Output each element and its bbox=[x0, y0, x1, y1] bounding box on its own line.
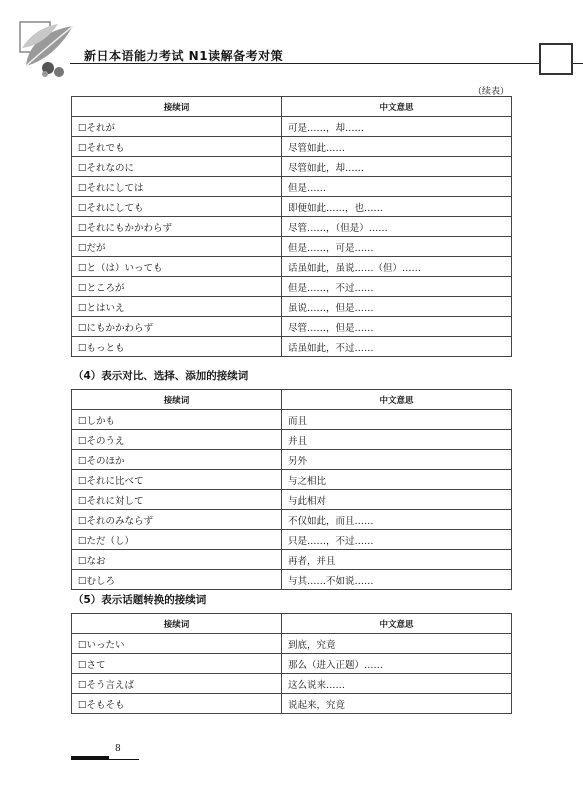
meaning-cell: 另外 bbox=[282, 450, 512, 470]
footer-line bbox=[109, 759, 139, 760]
word-cell: ☐そのうえ bbox=[72, 430, 282, 450]
meaning-cell: 那么（进入正题）…… bbox=[282, 654, 512, 674]
table-row bbox=[72, 550, 512, 570]
table-row bbox=[72, 530, 512, 550]
word-cell: ☐むしろ bbox=[72, 570, 282, 590]
conjunction-table-1 bbox=[71, 96, 512, 357]
header-rule bbox=[70, 63, 583, 64]
table-row bbox=[72, 674, 512, 694]
word-cell: ☐とはいえ bbox=[72, 297, 282, 317]
word-cell: ☐それにしても bbox=[72, 197, 282, 217]
table-row bbox=[72, 197, 512, 217]
meaning-cell: 到底，究竟 bbox=[282, 634, 512, 654]
meaning-cell: 这么说来…… bbox=[282, 674, 512, 694]
meaning-cell: 说起来，究竟 bbox=[282, 694, 512, 714]
table-row bbox=[72, 277, 512, 297]
word-cell: ☐それが bbox=[72, 117, 282, 137]
table-header-word: 接续词 bbox=[72, 97, 282, 117]
meaning-cell: 与此相对 bbox=[282, 490, 512, 510]
table-row bbox=[72, 634, 512, 654]
word-cell: ☐ただ（し） bbox=[72, 530, 282, 550]
word-cell: ☐しかも bbox=[72, 410, 282, 430]
word-cell: ☐そう言えば bbox=[72, 674, 282, 694]
page-number: 8 bbox=[115, 744, 121, 754]
table-row bbox=[72, 450, 512, 470]
meaning-cell: 尽管如此…… bbox=[282, 137, 512, 157]
meaning-cell: 尽管……，但是…… bbox=[282, 317, 512, 337]
table-row bbox=[72, 177, 512, 197]
meaning-cell: 尽管……，（但是）…… bbox=[282, 217, 512, 237]
table-header-meaning: 中文意思 bbox=[282, 390, 512, 410]
meaning-cell: 不仅如此，而且…… bbox=[282, 510, 512, 530]
word-cell: ☐なお bbox=[72, 550, 282, 570]
word-cell: ☐いったい bbox=[72, 634, 282, 654]
book-title: 新日本语能力考试 N1读解备考对策 bbox=[84, 49, 284, 63]
word-cell: ☐それに対して bbox=[72, 490, 282, 510]
word-cell: ☐と（は）いっても bbox=[72, 257, 282, 277]
table-row bbox=[72, 430, 512, 450]
meaning-cell: 只是……，不过…… bbox=[282, 530, 512, 550]
table-header-word: 接续词 bbox=[72, 614, 282, 634]
meaning-cell: 但是……，可是…… bbox=[282, 237, 512, 257]
continued-label: （续表） bbox=[472, 87, 509, 97]
table-row bbox=[72, 297, 512, 317]
table-header-meaning: 中文意思 bbox=[282, 97, 512, 117]
word-cell: ☐それに比べて bbox=[72, 470, 282, 490]
table-row bbox=[72, 470, 512, 490]
word-cell: ☐それにしては bbox=[72, 177, 282, 197]
section-heading-4: （4）表示对比、选择、添加的接续词 bbox=[73, 370, 249, 382]
word-cell: ☐そもそも bbox=[72, 694, 282, 714]
section-heading-5: （5）表示话题转换的接续词 bbox=[73, 594, 207, 606]
meaning-cell: 尽管如此，却…… bbox=[282, 157, 512, 177]
word-cell: ☐ところが bbox=[72, 277, 282, 297]
table-row bbox=[72, 317, 512, 337]
table-row bbox=[72, 654, 512, 674]
leaf-logo-icon bbox=[18, 18, 78, 80]
word-cell: ☐それのみならず bbox=[72, 510, 282, 530]
word-cell: ☐だが bbox=[72, 237, 282, 257]
table-row bbox=[72, 410, 512, 430]
word-cell: ☐それでも bbox=[72, 137, 282, 157]
meaning-cell: 但是…… bbox=[282, 177, 512, 197]
table-row bbox=[72, 510, 512, 530]
meaning-cell: 可是……，却…… bbox=[282, 117, 512, 137]
meaning-cell: 与其……不如说…… bbox=[282, 570, 512, 590]
conjunction-table-2 bbox=[71, 389, 512, 590]
word-cell: ☐それにもかかわらず bbox=[72, 217, 282, 237]
table-row bbox=[72, 137, 512, 157]
table-row bbox=[72, 217, 512, 237]
meaning-cell: 虽说……，但是…… bbox=[282, 297, 512, 317]
word-cell: ☐もっとも bbox=[72, 337, 282, 357]
corner-box-decoration bbox=[539, 43, 573, 75]
table-row bbox=[72, 337, 512, 357]
meaning-cell: 并且 bbox=[282, 430, 512, 450]
meaning-cell: 与之相比 bbox=[282, 470, 512, 490]
table-row bbox=[72, 570, 512, 590]
conjunction-table-3 bbox=[71, 613, 512, 714]
table-row bbox=[72, 490, 512, 510]
word-cell: ☐さて bbox=[72, 654, 282, 674]
table-row bbox=[72, 694, 512, 714]
table-row bbox=[72, 257, 512, 277]
meaning-cell: 再者，并且 bbox=[282, 550, 512, 570]
table-row bbox=[72, 237, 512, 257]
meaning-cell: 即便如此……，也…… bbox=[282, 197, 512, 217]
meaning-cell: 但是……，不过…… bbox=[282, 277, 512, 297]
table-row bbox=[72, 117, 512, 137]
meaning-cell: 话虽如此，不过…… bbox=[282, 337, 512, 357]
meaning-cell: 话虽如此，虽说……（但）…… bbox=[282, 257, 512, 277]
word-cell: ☐そのほか bbox=[72, 450, 282, 470]
footer-bar bbox=[71, 756, 109, 760]
word-cell: ☐にもかかわらず bbox=[72, 317, 282, 337]
word-cell: ☐それなのに bbox=[72, 157, 282, 177]
table-row bbox=[72, 157, 512, 177]
table-header-word: 接续词 bbox=[72, 390, 282, 410]
meaning-cell: 而且 bbox=[282, 410, 512, 430]
table-header-meaning: 中文意思 bbox=[282, 614, 512, 634]
page-header bbox=[0, 0, 583, 80]
